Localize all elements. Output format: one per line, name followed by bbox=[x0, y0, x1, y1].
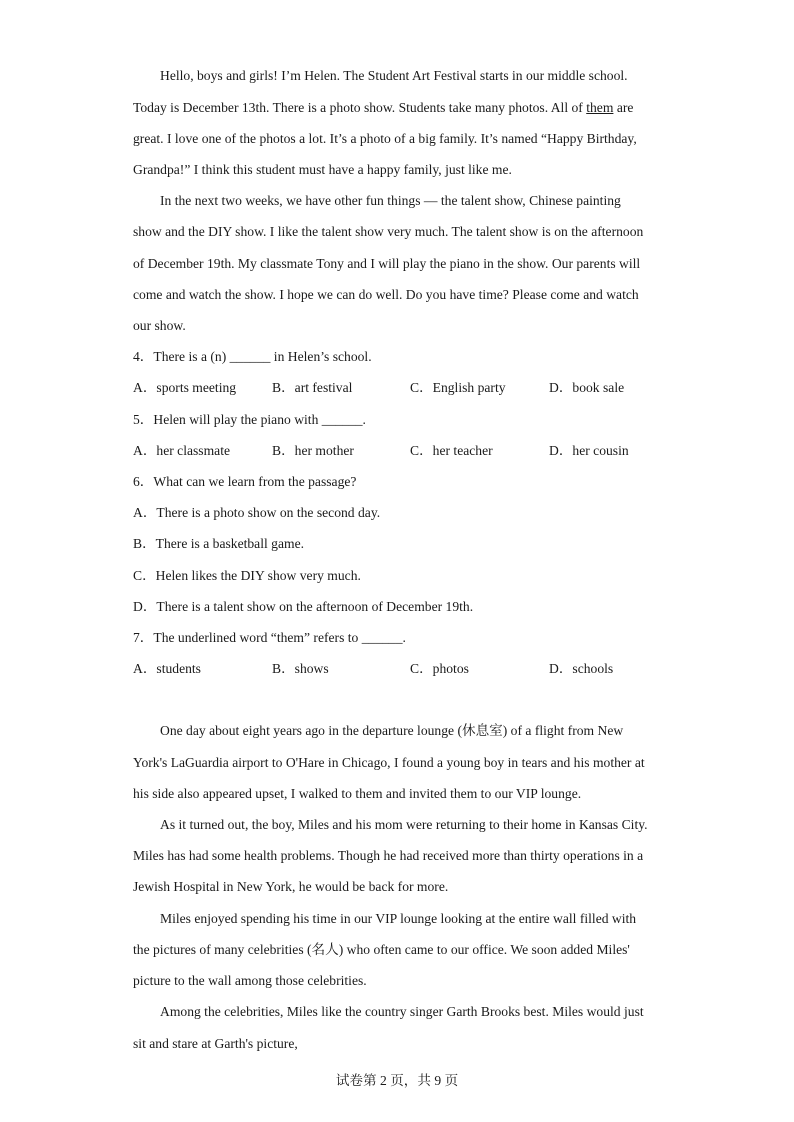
passage1-line: Grandpa!” I think this student must have a happy family, just like me. bbox=[133, 162, 512, 177]
q4-option-b[interactable]: B．art festival bbox=[272, 380, 353, 395]
text-span: Today is December 13th. There is a photo show. Students take many photos. All of bbox=[133, 100, 587, 115]
passage2-line: the pictures of many celebrities (名人) who often came to our office. We soon added Miles' bbox=[133, 942, 630, 957]
passage2-line: Jewish Hospital in New York, he would be back for more. bbox=[133, 879, 449, 894]
q5-option-c[interactable]: C．her teacher bbox=[410, 443, 493, 458]
q4-option-a[interactable]: A．sports meeting bbox=[133, 380, 237, 395]
passage1-line: show and the DIY show. I like the talent show very much. The talent show is on the afternoon bbox=[133, 224, 644, 239]
q5-option-b[interactable]: B．her mother bbox=[272, 443, 354, 458]
passage1-line: of December 19th. My classmate Tony and I will play the piano in the show. Our parents will bbox=[133, 256, 641, 271]
q5-option-d[interactable]: D．her cousin bbox=[549, 443, 629, 458]
passage1-line bbox=[133, 100, 633, 116]
passage1-line: In the next two weeks, we have other fun things — the talent show, Chinese painting bbox=[160, 193, 621, 208]
q6-option-b[interactable]: B．There is a basketball game. bbox=[133, 536, 304, 551]
passage2-line: Among the celebrities, Miles like the country singer Garth Brooks best. Miles would just bbox=[160, 1004, 644, 1019]
passage1-line: Hello, boys and girls! I’m Helen. The Student Art Festival starts in our middle school. bbox=[160, 68, 628, 83]
page-footer: 试卷第 2 页，共 9 页 bbox=[335, 1073, 459, 1088]
q5-option-a[interactable]: A．her classmate bbox=[133, 443, 231, 458]
q7-option-d[interactable]: D．schools bbox=[549, 661, 614, 676]
question-7-stem: 7．The underlined word “them” refers to ______. bbox=[133, 630, 406, 645]
underlined-word-them: them bbox=[586, 100, 614, 115]
q6-option-c[interactable]: C．Helen likes the DIY show very much. bbox=[133, 568, 361, 583]
q6-option-a[interactable]: A．There is a photo show on the second day. bbox=[133, 505, 381, 520]
q7-option-b[interactable]: B．shows bbox=[272, 661, 329, 676]
passage2-line: York's LaGuardia airport to O'Hare in Chicago, I found a young boy in tears and his mother at bbox=[133, 755, 645, 770]
passage2-line: sit and stare at Garth's picture, bbox=[133, 1036, 298, 1051]
q7-option-a[interactable]: A．students bbox=[133, 661, 201, 676]
text-span: are bbox=[613, 100, 634, 115]
passage2-line: picture to the wall among those celebrities. bbox=[133, 973, 367, 988]
question-5-stem: 5．Helen will play the piano with ______. bbox=[133, 412, 366, 427]
passage2-line: One day about eight years ago in the departure lounge (休息室) of a flight from New bbox=[160, 723, 624, 738]
passage2-line: As it turned out, the boy, Miles and his mom were returning to their home in Kansas City. bbox=[160, 817, 648, 832]
passage2-line: Miles has had some health problems. Though he had received more than thirty operations in a bbox=[133, 848, 644, 863]
q7-option-c[interactable]: C．photos bbox=[410, 661, 469, 676]
q4-option-d[interactable]: D．book sale bbox=[549, 380, 625, 395]
passage2-line: Miles enjoyed spending his time in our VIP lounge looking at the entire wall filled with bbox=[160, 911, 637, 926]
question-6-stem: 6．What can we learn from the passage? bbox=[133, 474, 357, 489]
passage1-line: great. I love one of the photos a lot. It’s a photo of a big family. It’s named “Happy Birthday, bbox=[133, 131, 637, 146]
passage1-line: our show. bbox=[133, 318, 186, 333]
question-4-stem: 4．There is a (n) ______ in Helen’s school. bbox=[133, 349, 372, 364]
passage2-line: his side also appeared upset, I walked to them and invited them to our VIP lounge. bbox=[133, 786, 582, 801]
q4-option-c[interactable]: C．English party bbox=[410, 380, 506, 395]
q6-option-d[interactable]: D．There is a talent show on the afternoon of December 19th. bbox=[133, 599, 474, 614]
passage1-line: come and watch the show. I hope we can do well. Do you have time? Please come and watch bbox=[133, 287, 639, 302]
